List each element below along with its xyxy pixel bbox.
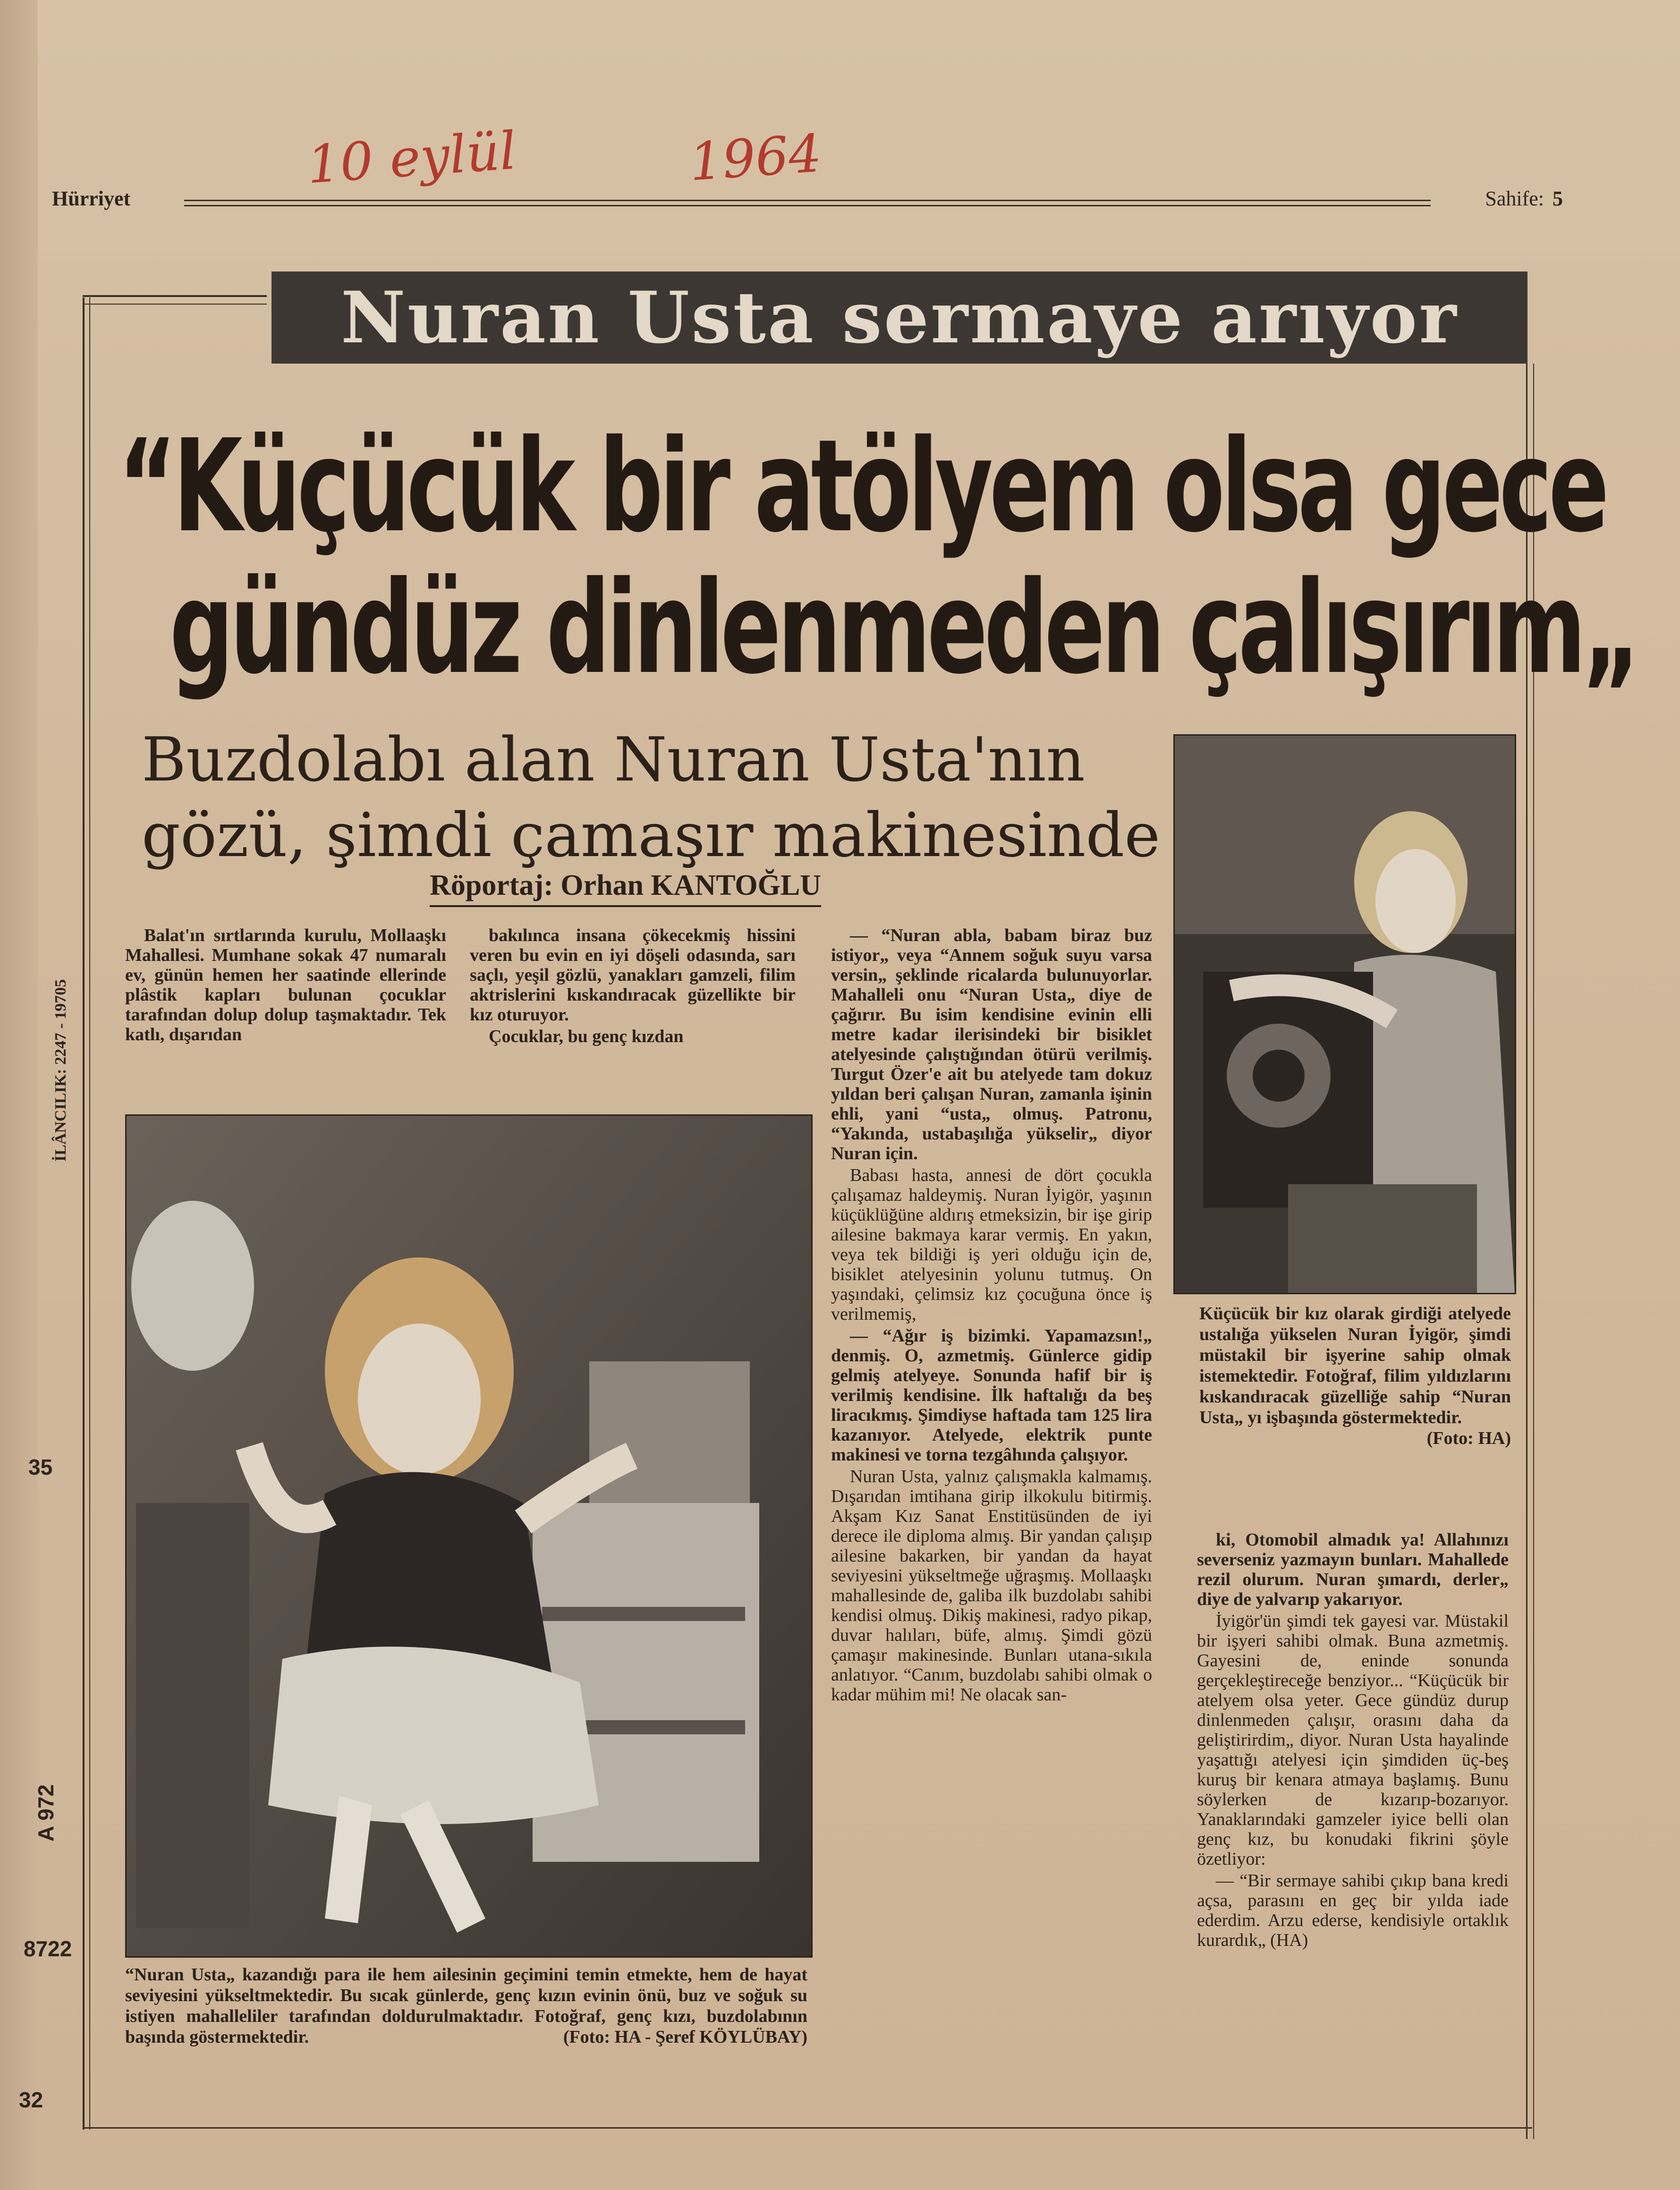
paragraph: ki, Otomobil almadık ya! Allahınızı severseniz yazmayın bunları. Mahallede rezil olurum. Nuran şımardı, derler„ diye de yalvarıp yakarıyor. — [1197, 1530, 1509, 1609]
headline-line-2: gündüz dinlenmeden çalışırım„ — [170, 553, 1638, 702]
margin-fragment: 35 — [28, 1455, 53, 1479]
paragraph: Babası hasta, annesi de dört çocukla çalışamaz haldeymiş. Nuran İyigör, yaşının küçüklüğüne aldırış etmeksizin, bir işe girip ailesine bakmaya karar vermiş. En yakın, veya tek bildiği iş yeri olduğu için de, bisiklet atelyesinin yolunu tutmuş. On yaşındaki, çelimsiz kız çocuğuna önce iş verilmemiş, — [831, 1165, 1152, 1324]
frame-bottom-rule — [83, 2127, 1532, 2133]
paragraph: Nuran Usta, yalnız çalışmakla kalmamış. Dışarıdan imtihana girip ilkokulu bitirmiş. Akşam Kız Sanat Enstitüsünden de iyi derece ile diploma almış. Bir yandan çalışıp ailesine bakarken, bir yandan da hayat seviyesini yükseltmeğe uğraşmış. Mollaaşkı mahallesinde de, galiba ilk buzdolabı sahibi kendisi olmuş. Dikiş makinesi, radyo pikap, duvar halıları, büfe, almış. Şimdi gözü çamaşır makinesinde. Bunları utana-sıkıla anlatıyor. “Canım, buzdolabı sahibi olmak o kadar mühim mi! Ne olacak san- — [831, 1467, 1152, 1705]
caption-text: “Nuran Usta„ kazandığı para ile hem ailesinin geçimini temin etmekte, hem de hayat seviyesini yükseltmektedir. Bu sıcak günlerde, genç kızın evinin önü, buz ve soğuk su istiyen mahalleliler tarafından doldurulmaktadır. Fotoğraf, genç kızı, buzdolabının başında göstermektedir. — [125, 1965, 807, 2047]
subhead-line-1: Buzdolabı alan Nuran Usta'nın — [142, 725, 1085, 795]
photo-credit: (Foto: HA - Şeref KÖYLÜBAY) — [563, 2027, 807, 2047]
paragraph: — “Bir sermaye sahibi çıkıp bana kredi açsa, parasını en geç bir yılda iade ederdim. Arzu ederse, kendisiyle ortaklık kurardık„ (HA) — [1197, 1871, 1509, 1950]
subheadline — [142, 722, 1161, 874]
caption-text: Küçücük bir kız olarak girdiği atelyede ustalığa yükselen Nuran İyigör, şimdi müstakil bir işyerine sahip olmak istemektedir. Fotoğraf, filim yıldızlarını kıskandıracak güzelliğe sahip “Nuran Usta„ yı işbaşında göstermektedir. — [1199, 1304, 1511, 1427]
paragraph: İyigör'ün şimdi tek gayesi var. Müstakil bir işyeri sahibi olmak. Buna azmetmiş. Gayesini de, eninde sonunda gerçekleştireceğe benziyor... “Küçücük bir atelyem olsa yeter. Gece gündüz durup dinlenmeden çalışır, orasını daha da geliştirirdim„ diyor. Nuran Usta hayalinde yaşattığı atelyesi için şimdiden üç-beş kuruş bir kenara atmaya başlamış. Bunu söylerken de kızarıp-bozarıyor. Yanaklarındaki gamzeler iyice belli olan genç kız, bu konudaki fikrini şöyle özetliyor: — [1197, 1611, 1509, 1869]
main-photo-caption — [125, 1964, 807, 2047]
paragraph: — “Nuran abla, babam biraz buz istiyor„ veya “Annem soğuk suyu varsa versin„ şeklinde ricalarda bulunuyorlar. Mahalleli onu “Nuran Usta„ diye de çağırır. Bu isim kendisine evinin elli metre kadar ilerisindeki bir bisiklet atelyesinde çalıştığından ötürü verilmiş. Turgut Özer'e ait bu atelyede tam dokuz yıldan beri çalışan Nuran, zamanla işinin ehli, yani “usta„ olmuş. Patronu, “Yakında, ustabaşılığa yükselir„ diyor Nuran için. — [831, 925, 1152, 1163]
frame-top-rule — [83, 295, 267, 305]
masthead-rule — [184, 200, 1431, 206]
paragraph: bakılınca insana çökecekmiş hissini veren bu evin en iyi döşeli odasında, sarı saçlı, yeşil gözlü, yanakları gamzeli, filim aktrislerini kıskandıracak güzellikte bir kız oturuyor. — [470, 925, 796, 1025]
newspaper-name: Hürriyet — [52, 187, 131, 210]
body-column-4 — [1197, 1530, 1509, 1952]
paragraph: Çocuklar, bu genç kızdan — [489, 1027, 684, 1046]
headline-line-1: “Küçücük bir atölyem olsa gece — [118, 412, 1606, 560]
masthead — [42, 187, 1563, 215]
handwritten-year: 1964 — [687, 123, 824, 193]
page-left-edge — [0, 0, 38, 2190]
photo-woman-refrigerator-icon — [127, 1116, 811, 1956]
body-column-1 — [125, 925, 446, 1046]
article-kicker — [272, 272, 1527, 364]
frame-left-rule — [83, 297, 90, 2130]
side-photo — [1173, 734, 1516, 1294]
kicker-text: Nuran Usta sermaye arıyor — [340, 276, 1459, 359]
body-column-3 — [831, 925, 1152, 1706]
main-photo — [125, 1114, 813, 1958]
margin-fragment: 32 — [19, 2088, 43, 2112]
margin-fragment: A 972 — [34, 1784, 58, 1842]
page-label: Sahife: — [1485, 187, 1544, 210]
side-photo-caption — [1199, 1303, 1511, 1449]
body-column-2 — [470, 925, 796, 1048]
paragraph: Balat'ın sırtlarında kurulu, Mollaaşkı Mahallesi. Mumhane sokak 47 numaralı ev, günün hemen her saatinde ellerinde plâstik kapları bulunan çocuklar tarafından dolup dolup taşmaktadır. Tek katlı, dışarıdan — [125, 925, 446, 1044]
margin-fragment: 8722 — [24, 1936, 72, 1961]
subhead-line-2: gözü, şimdi çamaşır makinesinde — [142, 800, 1161, 871]
headline — [118, 412, 1638, 702]
paragraph: — “Ağır iş bizimki. Yapamazsın!„ denmiş. O, azmetmiş. Günlerce gidip gelmiş atelyeye. Sonunda hafif bir iş verilmiş kendisine. İlk haftalığı da beş liracıkmış. Şimdiyse haftada tam 125 lira kazanıyor. Atelyede, elektrik punte makinesi ve torna tezgâhında çalışıyor. — [831, 1326, 1152, 1465]
page-number: 5 — [1553, 187, 1563, 210]
photo-woman-workshop-icon — [1175, 736, 1515, 1293]
photo-credit: (Foto: HA) — [1426, 1428, 1511, 1448]
byline: Röportaj: Orhan KANTOĞLU — [430, 869, 821, 907]
side-note — [52, 878, 80, 1162]
side-note-text: İLÂNCILIK: 2247 - 19705 — [52, 979, 69, 1162]
handwritten-date: 10 eylül — [305, 120, 518, 195]
page-number-label — [1485, 187, 1563, 211]
